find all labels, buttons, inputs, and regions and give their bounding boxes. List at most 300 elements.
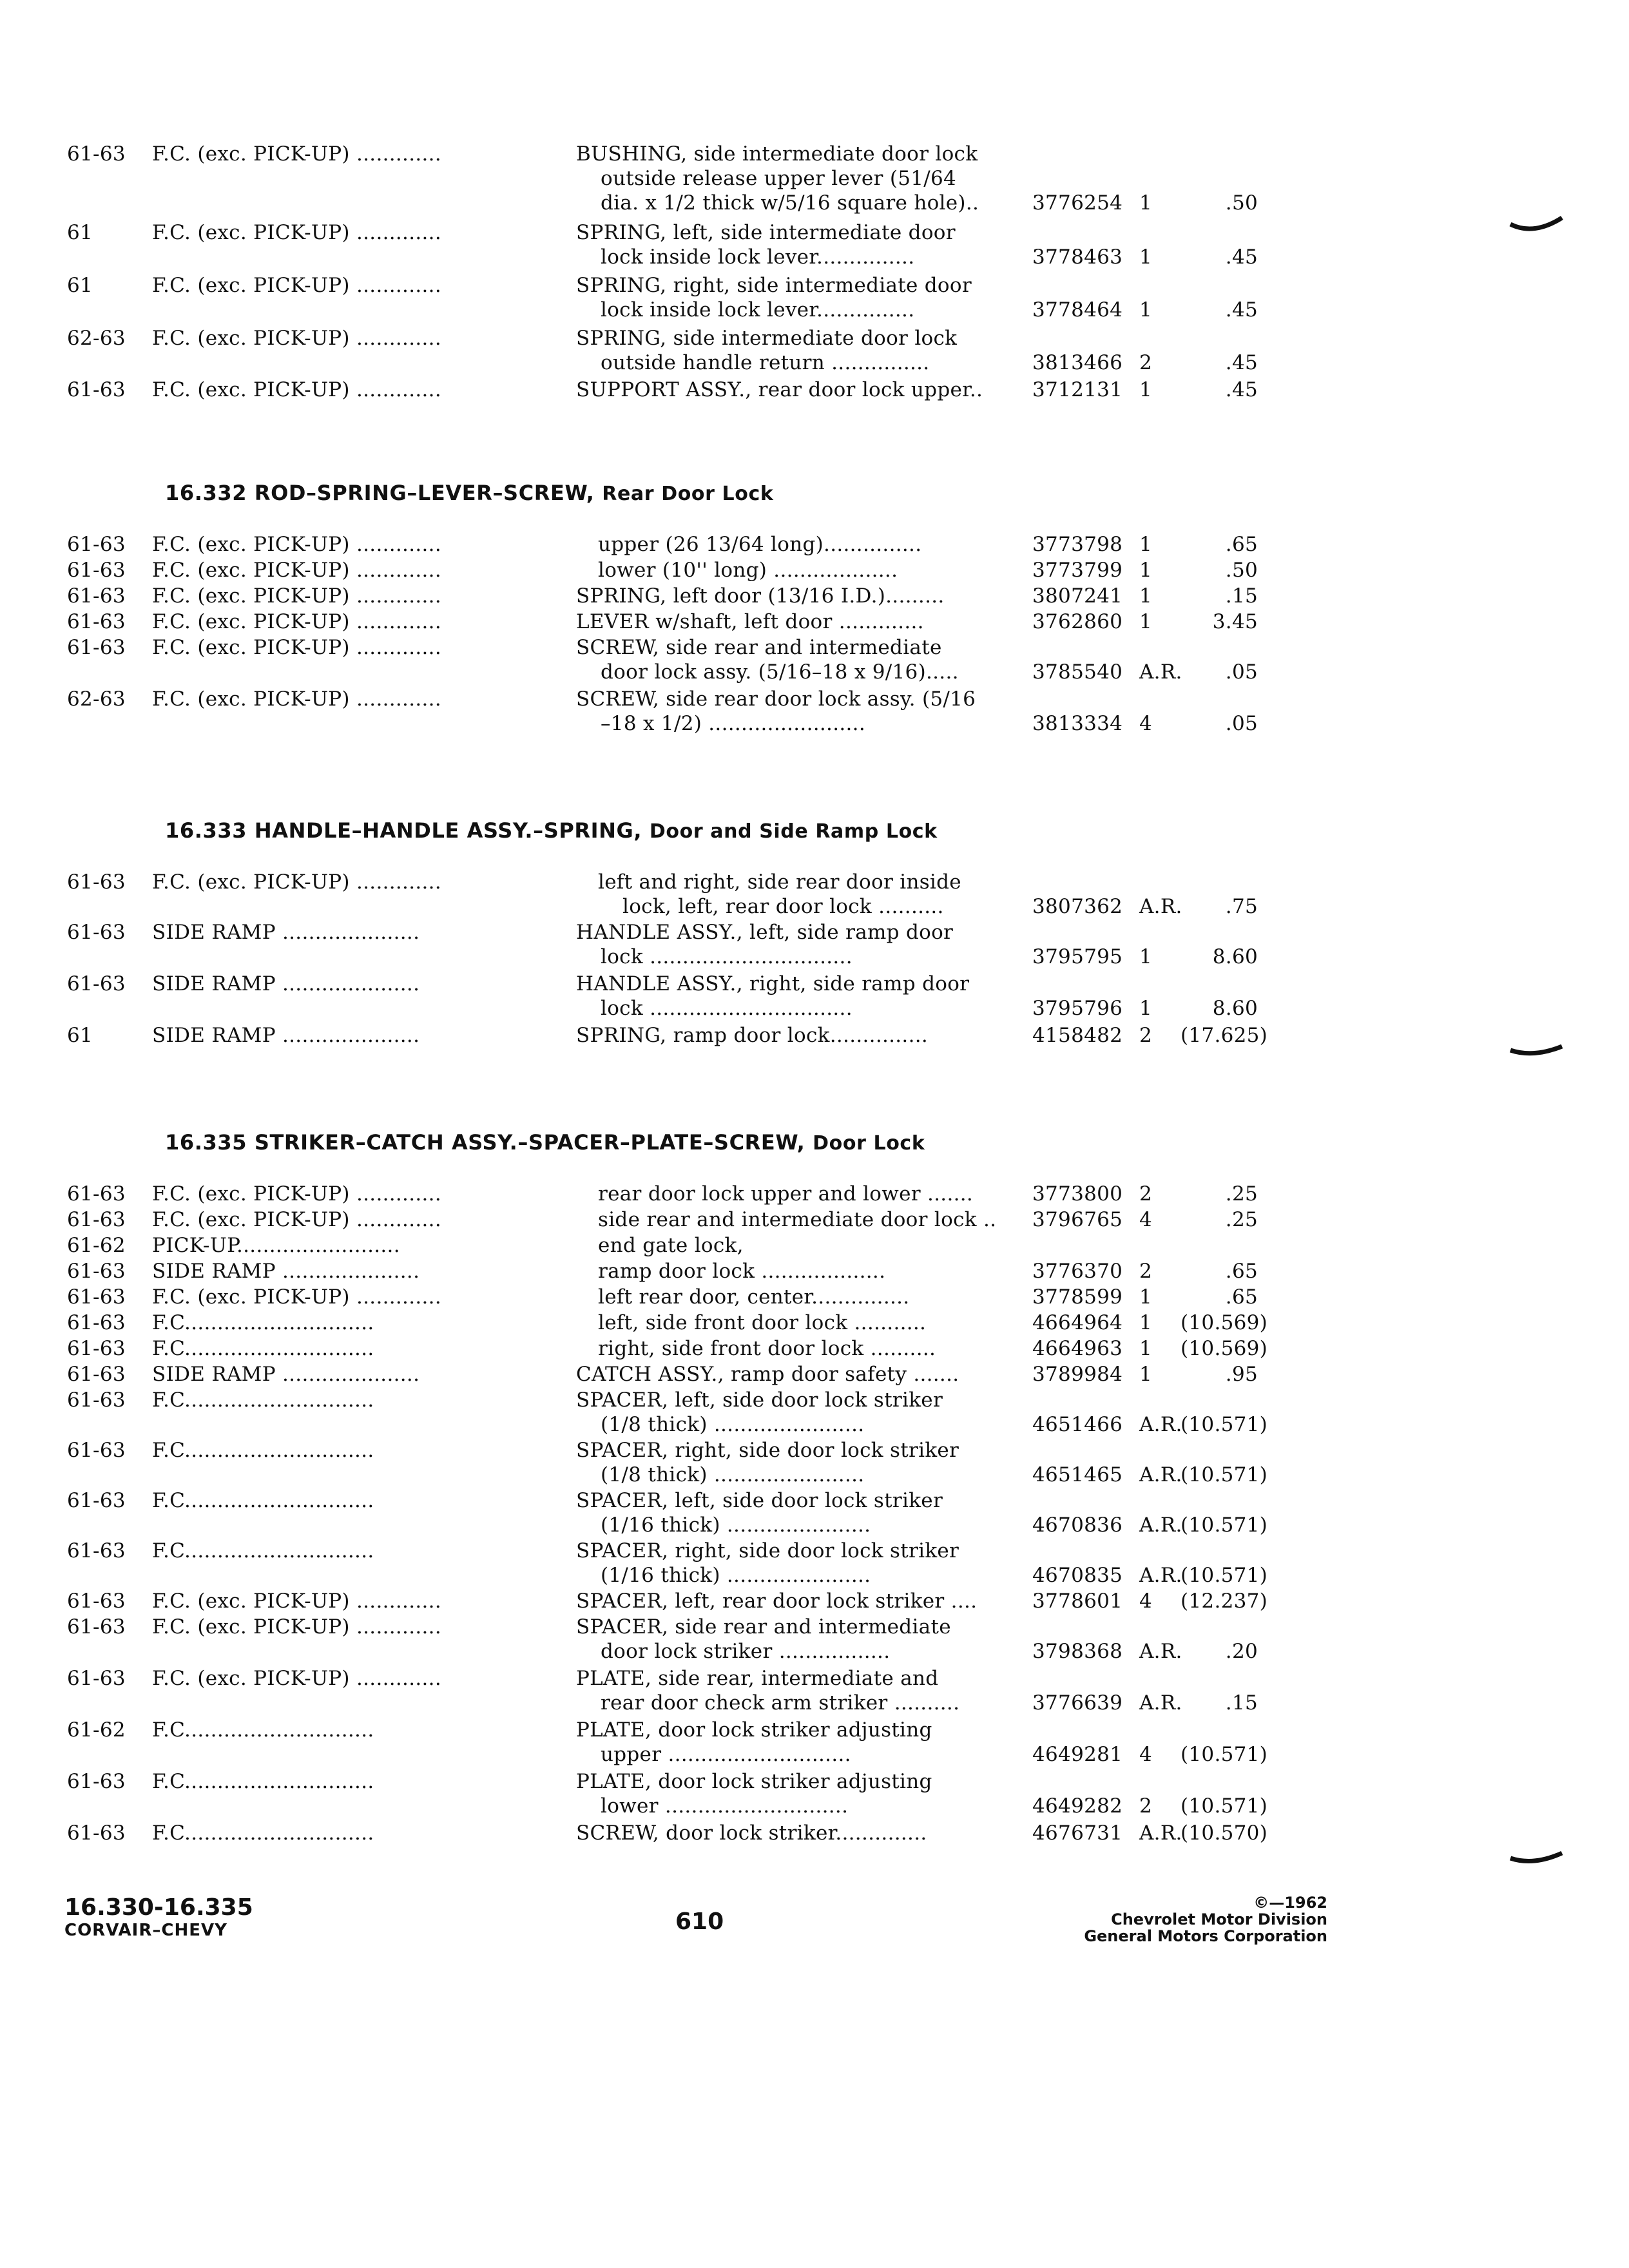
part-number: 3773799: [1032, 559, 1123, 582]
quantity: 2: [1139, 1794, 1153, 1818]
model-year: 61-63: [67, 533, 126, 556]
table-row: [0, 273, 1629, 325]
description-line: rear door check arm striker ..........: [601, 1691, 960, 1715]
model-year: 61-63: [67, 142, 126, 166]
table-row: [0, 1539, 1629, 1590]
price: (10.571): [1181, 1413, 1268, 1436]
model-applicability: F.C. (exc. PICK-UP) .............: [152, 584, 441, 608]
price: .45: [1225, 378, 1258, 401]
table-row: [0, 326, 1629, 378]
part-number: 3785540: [1032, 660, 1123, 684]
quantity: 2: [1139, 1024, 1153, 1047]
model-applicability: F.C. (exc. PICK-UP) .............: [152, 378, 441, 401]
price: (10.571): [1181, 1514, 1268, 1537]
model-year: 61-63: [67, 1439, 126, 1462]
table-row: [0, 1233, 1629, 1260]
quantity: 4: [1139, 1208, 1153, 1231]
price: .95: [1225, 1363, 1258, 1386]
description-line: upper (26 13/64 long)...............: [598, 533, 922, 556]
price: .65: [1225, 533, 1258, 556]
table-row: [0, 687, 1629, 738]
model-year: 61-63: [67, 1667, 126, 1690]
model-applicability: F.C. (exc. PICK-UP) .............: [152, 1667, 441, 1690]
description-line: SUPPORT ASSY., rear door lock upper..: [576, 378, 983, 401]
model-applicability: F.C. (exc. PICK-UP) .............: [152, 533, 441, 556]
price: 8.60: [1212, 997, 1258, 1020]
section-subtitle: Rear Door Lock: [602, 483, 774, 505]
model-applicability: F.C. (exc. PICK-UP) .............: [152, 221, 441, 244]
price: (12.237): [1181, 1590, 1268, 1613]
footer-section-range: 16.330-16.335: [64, 1894, 253, 1921]
model-year: 61-63: [67, 636, 126, 659]
quantity: 2: [1139, 351, 1153, 374]
model-year: 61-63: [67, 584, 126, 608]
part-number: 3712131: [1032, 378, 1123, 401]
model-applicability: F.C.............................: [152, 1337, 374, 1360]
model-year: 61-62: [67, 1718, 126, 1742]
description-line: SPRING, left, side intermediate door: [576, 221, 956, 244]
part-description: [576, 326, 1014, 375]
part-description: [576, 378, 1014, 402]
section-title: STRIKER–CATCH ASSY.–SPACER–PLATE–SCREW,: [254, 1130, 813, 1155]
part-number: 4670836: [1032, 1514, 1123, 1537]
description-line: SPACER, left, side door lock striker: [576, 1389, 943, 1412]
table-row: [0, 920, 1629, 972]
part-description: [576, 1388, 1014, 1437]
description-line: outside handle return ...............: [601, 351, 930, 374]
model-applicability: PICK-UP.........................: [152, 1234, 400, 1257]
price: (17.625): [1181, 1024, 1268, 1047]
table-row: [0, 558, 1629, 585]
part-description: [576, 1769, 1014, 1818]
model-year: 61-63: [67, 1389, 126, 1412]
quantity: 1: [1139, 191, 1153, 215]
quantity: A.R.: [1139, 1821, 1182, 1845]
section-heading: [165, 1130, 925, 1155]
price: .65: [1225, 1285, 1258, 1309]
model-year: 61-63: [67, 1285, 126, 1309]
part-number: 3773798: [1032, 533, 1123, 556]
part-description: [576, 635, 1014, 684]
binding-mark-icon: [1508, 1845, 1566, 1871]
description-line: HANDLE ASSY., right, side ramp door: [576, 972, 970, 995]
part-description: [576, 687, 1014, 736]
quantity: A.R.: [1139, 1463, 1182, 1486]
price: 8.60: [1212, 945, 1258, 968]
table-row: [0, 870, 1629, 921]
quantity: 1: [1139, 945, 1153, 968]
part-number: 3813466: [1032, 351, 1123, 374]
model-year: 61-63: [67, 1208, 126, 1231]
section-heading: [165, 818, 938, 843]
section-subtitle: Door and Side Ramp Lock: [649, 820, 938, 843]
table-row: [0, 220, 1629, 272]
description-line: lower (10'' long) ...................: [598, 559, 898, 582]
quantity: 1: [1139, 559, 1153, 582]
part-description: [576, 273, 1014, 322]
part-description: [576, 1336, 1014, 1361]
part-description: [576, 1539, 1014, 1588]
section-heading: [165, 481, 773, 505]
part-description: [576, 220, 1014, 269]
price: (10.569): [1181, 1337, 1268, 1360]
description-line: SPRING, right, side intermediate door: [576, 274, 972, 297]
model-year: 62-63: [67, 687, 126, 711]
table-row: [0, 1362, 1629, 1389]
quantity: A.R.: [1139, 1413, 1182, 1436]
description-line: SCREW, side rear door lock assy. (5/16: [576, 687, 976, 711]
price: .45: [1225, 298, 1258, 322]
part-number: 4664964: [1032, 1311, 1123, 1334]
section-number: 16.333: [165, 818, 255, 843]
description-line: dia. x 1/2 thick w/5/16 square hole)..: [601, 191, 979, 215]
part-number: 4651466: [1032, 1413, 1123, 1436]
model-applicability: F.C. (exc. PICK-UP) .............: [152, 870, 441, 894]
part-number: 3807362: [1032, 895, 1123, 918]
price: (10.570): [1181, 1821, 1268, 1845]
description-line: (1/8 thick) .......................: [601, 1413, 865, 1436]
model-year: 61-63: [67, 378, 126, 401]
quantity: 1: [1139, 584, 1153, 608]
description-line: lock ...............................: [601, 945, 853, 968]
table-row: [0, 1311, 1629, 1338]
part-number: 3762860: [1032, 610, 1123, 633]
part-number: 3778599: [1032, 1285, 1123, 1309]
price: .25: [1225, 1208, 1258, 1231]
table-row: [0, 1615, 1629, 1666]
quantity: 1: [1139, 245, 1153, 269]
model-applicability: F.C.............................: [152, 1821, 374, 1845]
description-line: lock inside lock lever...............: [601, 298, 915, 322]
description-line: upper ............................: [601, 1743, 851, 1766]
footer-model: CORVAIR–CHEVY: [64, 1921, 227, 1940]
part-number: 3773800: [1032, 1182, 1123, 1206]
table-row: [0, 635, 1629, 687]
part-description: [576, 1438, 1014, 1487]
quantity: 1: [1139, 610, 1153, 633]
model-year: 61: [67, 1024, 93, 1047]
model-applicability: SIDE RAMP .....................: [152, 921, 420, 944]
description-line: lock inside lock lever...............: [601, 245, 915, 269]
part-number: 3789984: [1032, 1363, 1123, 1386]
table-row: [0, 1023, 1629, 1050]
part-description: [576, 1488, 1014, 1537]
description-line: SCREW, door lock striker..............: [576, 1821, 927, 1845]
model-applicability: F.C. (exc. PICK-UP) .............: [152, 1182, 441, 1206]
description-line: end gate lock,: [598, 1234, 744, 1257]
binding-mark-icon: [1508, 211, 1566, 237]
model-applicability: F.C. (exc. PICK-UP) .............: [152, 1615, 441, 1639]
model-applicability: F.C.............................: [152, 1389, 374, 1412]
part-description: [576, 1259, 1014, 1283]
quantity: 4: [1139, 712, 1153, 735]
table-row: [0, 1207, 1629, 1235]
part-description: [576, 1207, 1014, 1232]
description-line: left rear door, center...............: [598, 1285, 910, 1309]
description-line: SPRING, left door (13/16 I.D.).........: [576, 584, 945, 608]
model-applicability: F.C. (exc. PICK-UP) .............: [152, 1285, 441, 1309]
price: .20: [1225, 1640, 1258, 1663]
description-line: outside release upper lever (51/64: [601, 167, 957, 190]
price: .50: [1225, 191, 1258, 215]
description-line: –18 x 1/2) ........................: [601, 712, 865, 735]
quantity: A.R.: [1139, 1691, 1182, 1715]
model-year: 61-63: [67, 921, 126, 944]
table-row: [0, 1438, 1629, 1490]
description-line: (1/16 thick) ......................: [601, 1514, 871, 1537]
part-description: [576, 558, 1014, 582]
model-year: 61: [67, 221, 93, 244]
description-line: HANDLE ASSY., left, side ramp door: [576, 921, 954, 944]
quantity: 2: [1139, 1182, 1153, 1206]
part-description: [576, 532, 1014, 557]
section-subtitle: Door Lock: [813, 1132, 925, 1155]
model-year: 61-63: [67, 870, 126, 894]
model-year: 61-63: [67, 1539, 126, 1562]
model-applicability: F.C. (exc. PICK-UP) .............: [152, 687, 441, 711]
table-row: [0, 1718, 1629, 1769]
table-row: [0, 1336, 1629, 1363]
quantity: 1: [1139, 1363, 1153, 1386]
model-applicability: F.C.............................: [152, 1439, 374, 1462]
description-line: lock ...............................: [601, 997, 853, 1020]
description-line: lower ............................: [601, 1794, 849, 1818]
part-description: [576, 1023, 1014, 1048]
price: .75: [1225, 895, 1258, 918]
part-description: [576, 1615, 1014, 1664]
part-number: 4649281: [1032, 1743, 1123, 1766]
part-number: 3776254: [1032, 191, 1123, 215]
description-line: SCREW, side rear and intermediate: [576, 636, 942, 659]
table-row: [0, 1259, 1629, 1286]
part-description: [576, 610, 1014, 634]
quantity: 4: [1139, 1590, 1153, 1613]
description-line: LEVER w/shaft, left door .............: [576, 610, 924, 633]
part-description: [576, 1821, 1014, 1845]
model-year: 61: [67, 274, 93, 297]
footer-publisher-line1: Chevrolet Motor Division: [1111, 1910, 1327, 1928]
table-row: [0, 1589, 1629, 1616]
table-row: [0, 378, 1629, 405]
quantity: A.R.: [1139, 895, 1182, 918]
part-number: 3796765: [1032, 1208, 1123, 1231]
quantity: 1: [1139, 1337, 1153, 1360]
model-applicability: F.C. (exc. PICK-UP) .............: [152, 274, 441, 297]
part-number: 3813334: [1032, 712, 1123, 735]
model-applicability: F.C. (exc. PICK-UP) .............: [152, 610, 441, 633]
model-applicability: F.C.............................: [152, 1770, 374, 1793]
section-number: 16.335: [165, 1130, 255, 1155]
description-line: SPACER, left, side door lock striker: [576, 1489, 943, 1512]
description-line: SPRING, side intermediate door lock: [576, 327, 958, 350]
description-line: left and right, side rear door inside: [598, 870, 961, 894]
quantity: A.R.: [1139, 660, 1182, 684]
quantity: 1: [1139, 533, 1153, 556]
model-year: 61-63: [67, 1363, 126, 1386]
price: (10.571): [1181, 1743, 1268, 1766]
footer-copyright: ©—1962: [1253, 1894, 1327, 1912]
description-line: SPACER, right, side door lock striker: [576, 1539, 959, 1562]
price: .15: [1225, 584, 1258, 608]
model-applicability: SIDE RAMP .....................: [152, 1024, 420, 1047]
part-number: 4664963: [1032, 1337, 1123, 1360]
footer-publisher: [1057, 1894, 1327, 1945]
model-year: 61-62: [67, 1234, 126, 1257]
quantity: A.R.: [1139, 1640, 1182, 1663]
model-year: 61-63: [67, 559, 126, 582]
description-line: PLATE, side rear, intermediate and: [576, 1667, 939, 1690]
page-number: 610: [675, 1908, 724, 1935]
table-row: [0, 142, 1629, 218]
part-number: 3778463: [1032, 245, 1123, 269]
description-line: left, side front door lock ...........: [598, 1311, 927, 1334]
model-year: 61-63: [67, 1489, 126, 1512]
part-description: [576, 584, 1014, 608]
part-number: 4676731: [1032, 1821, 1123, 1845]
model-year: 61-63: [67, 1337, 126, 1360]
description-line: right, side front door lock ..........: [598, 1337, 936, 1360]
table-row: [0, 610, 1629, 637]
description-line: SPACER, right, side door lock striker: [576, 1439, 959, 1462]
quantity: 1: [1139, 298, 1153, 322]
footer-publisher-line2: General Motors Corporation: [1084, 1927, 1327, 1945]
part-number: 3795795: [1032, 945, 1123, 968]
description-line: door lock striker .................: [601, 1640, 891, 1663]
table-row: [0, 972, 1629, 1023]
price: .05: [1225, 660, 1258, 684]
description-line: ramp door lock ...................: [598, 1260, 886, 1283]
model-year: 61-63: [67, 1260, 126, 1283]
description-line: CATCH ASSY., ramp door safety .......: [576, 1363, 959, 1386]
part-description: [576, 1311, 1014, 1335]
model-applicability: F.C. (exc. PICK-UP) .............: [152, 559, 441, 582]
binding-mark-icon: [1508, 1037, 1566, 1063]
model-year: 61-63: [67, 610, 126, 633]
price: .45: [1225, 351, 1258, 374]
description-line: SPACER, left, rear door lock striker ....: [576, 1590, 978, 1613]
description-line: SPRING, ramp door lock...............: [576, 1024, 929, 1047]
part-description: [576, 1362, 1014, 1387]
quantity: A.R.: [1139, 1564, 1182, 1587]
part-description: [576, 1182, 1014, 1206]
price: (10.571): [1181, 1463, 1268, 1486]
quantity: 1: [1139, 997, 1153, 1020]
description-line: (1/16 thick) ......................: [601, 1564, 871, 1587]
model-applicability: F.C. (exc. PICK-UP) .............: [152, 142, 441, 166]
model-year: 61-63: [67, 1770, 126, 1793]
part-description: [576, 1233, 1014, 1258]
price: 3.45: [1212, 610, 1258, 633]
table-row: [0, 532, 1629, 559]
model-applicability: F.C.............................: [152, 1489, 374, 1512]
model-applicability: SIDE RAMP .....................: [152, 972, 420, 995]
table-row: [0, 1285, 1629, 1312]
part-number: 3795796: [1032, 997, 1123, 1020]
model-applicability: F.C. (exc. PICK-UP) .............: [152, 636, 441, 659]
description-line: PLATE, door lock striker adjusting: [576, 1770, 932, 1793]
quantity: 1: [1139, 1285, 1153, 1309]
part-description: [576, 142, 1014, 215]
model-applicability: F.C. (exc. PICK-UP) .............: [152, 1590, 441, 1613]
part-number: 3776639: [1032, 1691, 1123, 1715]
model-year: 61-63: [67, 1311, 126, 1334]
part-number: 4649282: [1032, 1794, 1123, 1818]
description-line: side rear and intermediate door lock ..: [598, 1208, 997, 1231]
description-line: PLATE, door lock striker adjusting: [576, 1718, 932, 1742]
price: .15: [1225, 1691, 1258, 1715]
part-number: 3778464: [1032, 298, 1123, 322]
price: (10.571): [1181, 1564, 1268, 1587]
part-description: [576, 1589, 1014, 1613]
description-line: BUSHING, side intermediate door lock: [576, 142, 978, 166]
model-applicability: SIDE RAMP .....................: [152, 1260, 420, 1283]
price: .25: [1225, 1182, 1258, 1206]
section-title: ROD–SPRING–LEVER–SCREW,: [254, 481, 602, 505]
model-applicability: F.C.............................: [152, 1539, 374, 1562]
part-description: [576, 1285, 1014, 1309]
table-row: [0, 1769, 1629, 1821]
table-row: [0, 1821, 1629, 1848]
part-description: [576, 972, 1014, 1021]
quantity: A.R.: [1139, 1514, 1182, 1537]
model-applicability: F.C. (exc. PICK-UP) .............: [152, 1208, 441, 1231]
part-number: 3776370: [1032, 1260, 1123, 1283]
price: .45: [1225, 245, 1258, 269]
part-description: [576, 1718, 1014, 1767]
table-row: [0, 1666, 1629, 1718]
description-line: door lock assy. (5/16–18 x 9/16).....: [601, 660, 959, 684]
footer-section-info: [64, 1894, 253, 1940]
description-line: SPACER, side rear and intermediate: [576, 1615, 951, 1639]
description-line: lock, left, rear door lock ..........: [622, 895, 944, 918]
model-year: 61-63: [67, 1182, 126, 1206]
part-number: 4670835: [1032, 1564, 1123, 1587]
part-description: [576, 870, 1014, 919]
quantity: 1: [1139, 1311, 1153, 1334]
model-year: 62-63: [67, 327, 126, 350]
model-year: 61-63: [67, 1821, 126, 1845]
part-number: 3807241: [1032, 584, 1123, 608]
part-number: 3798368: [1032, 1640, 1123, 1663]
model-year: 61-63: [67, 1590, 126, 1613]
table-row: [0, 1182, 1629, 1209]
section-number: 16.332: [165, 481, 255, 505]
price: .05: [1225, 712, 1258, 735]
price: (10.569): [1181, 1311, 1268, 1334]
model-year: 61-63: [67, 1615, 126, 1639]
quantity: 4: [1139, 1743, 1153, 1766]
model-year: 61-63: [67, 972, 126, 995]
description-line: rear door lock upper and lower .......: [598, 1182, 974, 1206]
price: .50: [1225, 559, 1258, 582]
price: (10.571): [1181, 1794, 1268, 1818]
quantity: 1: [1139, 378, 1153, 401]
table-row: [0, 1488, 1629, 1540]
quantity: 2: [1139, 1260, 1153, 1283]
table-row: [0, 584, 1629, 611]
part-description: [576, 1666, 1014, 1715]
part-number: 4158482: [1032, 1024, 1123, 1047]
model-applicability: F.C.............................: [152, 1311, 374, 1334]
part-number: 3778601: [1032, 1590, 1123, 1613]
model-applicability: F.C.............................: [152, 1718, 374, 1742]
part-description: [576, 920, 1014, 969]
price: .65: [1225, 1260, 1258, 1283]
model-applicability: F.C. (exc. PICK-UP) .............: [152, 327, 441, 350]
part-number: 4651465: [1032, 1463, 1123, 1486]
description-line: (1/8 thick) .......................: [601, 1463, 865, 1486]
model-applicability: SIDE RAMP .....................: [152, 1363, 420, 1386]
